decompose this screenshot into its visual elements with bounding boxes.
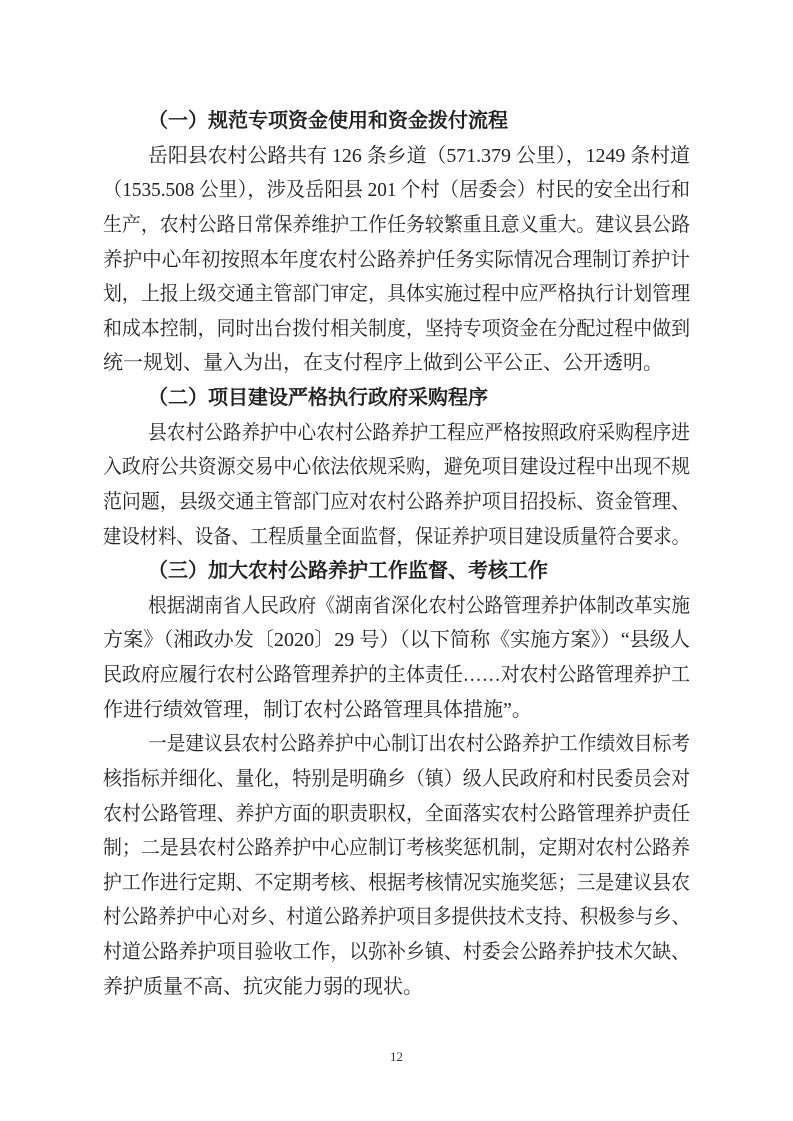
text-line: 生产，农村公路日常保养维护工作任务较繁重且意义重大。建议县公路 — [103, 213, 690, 236]
paragraph — [103, 589, 690, 728]
text-line: 统一规划、量入为出，在支付程序上做到公平公正、公开透明。 — [103, 352, 663, 375]
section-heading — [103, 104, 690, 139]
text-line: 建设材料、设备、工程质量全面监督，保证养护项目建设质量符合要求。 — [103, 525, 690, 548]
section-heading — [103, 381, 690, 416]
text-line: 养护质量不高、抗灾能力弱的现状。 — [103, 975, 423, 998]
paragraph — [103, 416, 690, 555]
text-line: 农村公路管理、养护方面的职责职权，全面落实农村公路管理养护责任 — [103, 802, 690, 825]
text-line: 核指标并细化、量化，特别是明确乡（镇）级人民政府和村民委员会对 — [103, 767, 690, 790]
text-line: 和成本控制，同时出台拨付相关制度，坚持专项资金在分配过程中做到 — [103, 317, 690, 340]
text-line: （一）规范专项资金使用和资金拨付流程 — [148, 110, 508, 132]
paragraph — [103, 727, 690, 1004]
text-line: 范问题，县级交通主管部门应对农村公路养护项目招投标、资金管理、 — [103, 490, 690, 513]
text-line: 作进行绩效管理，制订农村公路管理具体措施”。 — [103, 698, 532, 721]
text-line: 护工作进行定期、不定期考核、根据考核情况实施奖惩；三是建议县农 — [103, 871, 690, 894]
document-content — [103, 104, 690, 1004]
text-line: （三）加大农村公路养护工作监督、考核工作 — [148, 560, 548, 583]
text-line: 养护中心年初按照本年度农村公路养护任务实际情况合理制订养护计 — [103, 248, 690, 271]
text-line: 一是建议县农村公路养护中心制订出农村公路养护工作绩效目标考 — [148, 733, 690, 756]
text-line: 方案》（湘政办发〔2020〕29 号）（以下简称《实施方案》）“县级人 — [103, 629, 690, 652]
page-footer — [0, 1047, 793, 1067]
text-line: 入政府公共资源交易中心依法依规采购，避免项目建设过程中出现不规 — [103, 456, 690, 479]
text-line: 岳阳县农村公路共有 126 条乡道（571.379 公里），1249 条村道 — [148, 144, 690, 167]
section-heading — [103, 554, 690, 589]
paragraph — [103, 139, 690, 381]
text-line: （二）项目建设严格执行政府采购程序 — [148, 387, 488, 409]
text-line: 村道公路养护项目验收工作，以弥补乡镇、村委会公路养护技术欠缺、 — [103, 941, 690, 963]
text-line: 村公路养护中心对乡、村道公路养护项目多提供技术支持、积极参与乡、 — [103, 906, 690, 929]
page-number: 12 — [390, 1049, 403, 1064]
text-line: （1535.508 公里），涉及岳阳县 201 个村（居委会）村民的安全出行和 — [103, 179, 690, 202]
text-line: 民政府应履行农村公路管理养护的主体责任……对农村公路管理养护工 — [103, 664, 690, 686]
text-line: 根据湖南省人民政府《湖南省深化农村公路管理养护体制改革实施 — [148, 594, 690, 617]
text-line: 划，上报上级交通主管部门审定，具体实施过程中应严格执行计划管理 — [103, 283, 690, 306]
text-line: 县农村公路养护中心农村公路养护工程应严格按照政府采购程序进 — [148, 421, 690, 444]
text-line: 制；二是县农村公路养护中心应制订考核奖惩机制，定期对农村公路养 — [103, 837, 690, 860]
